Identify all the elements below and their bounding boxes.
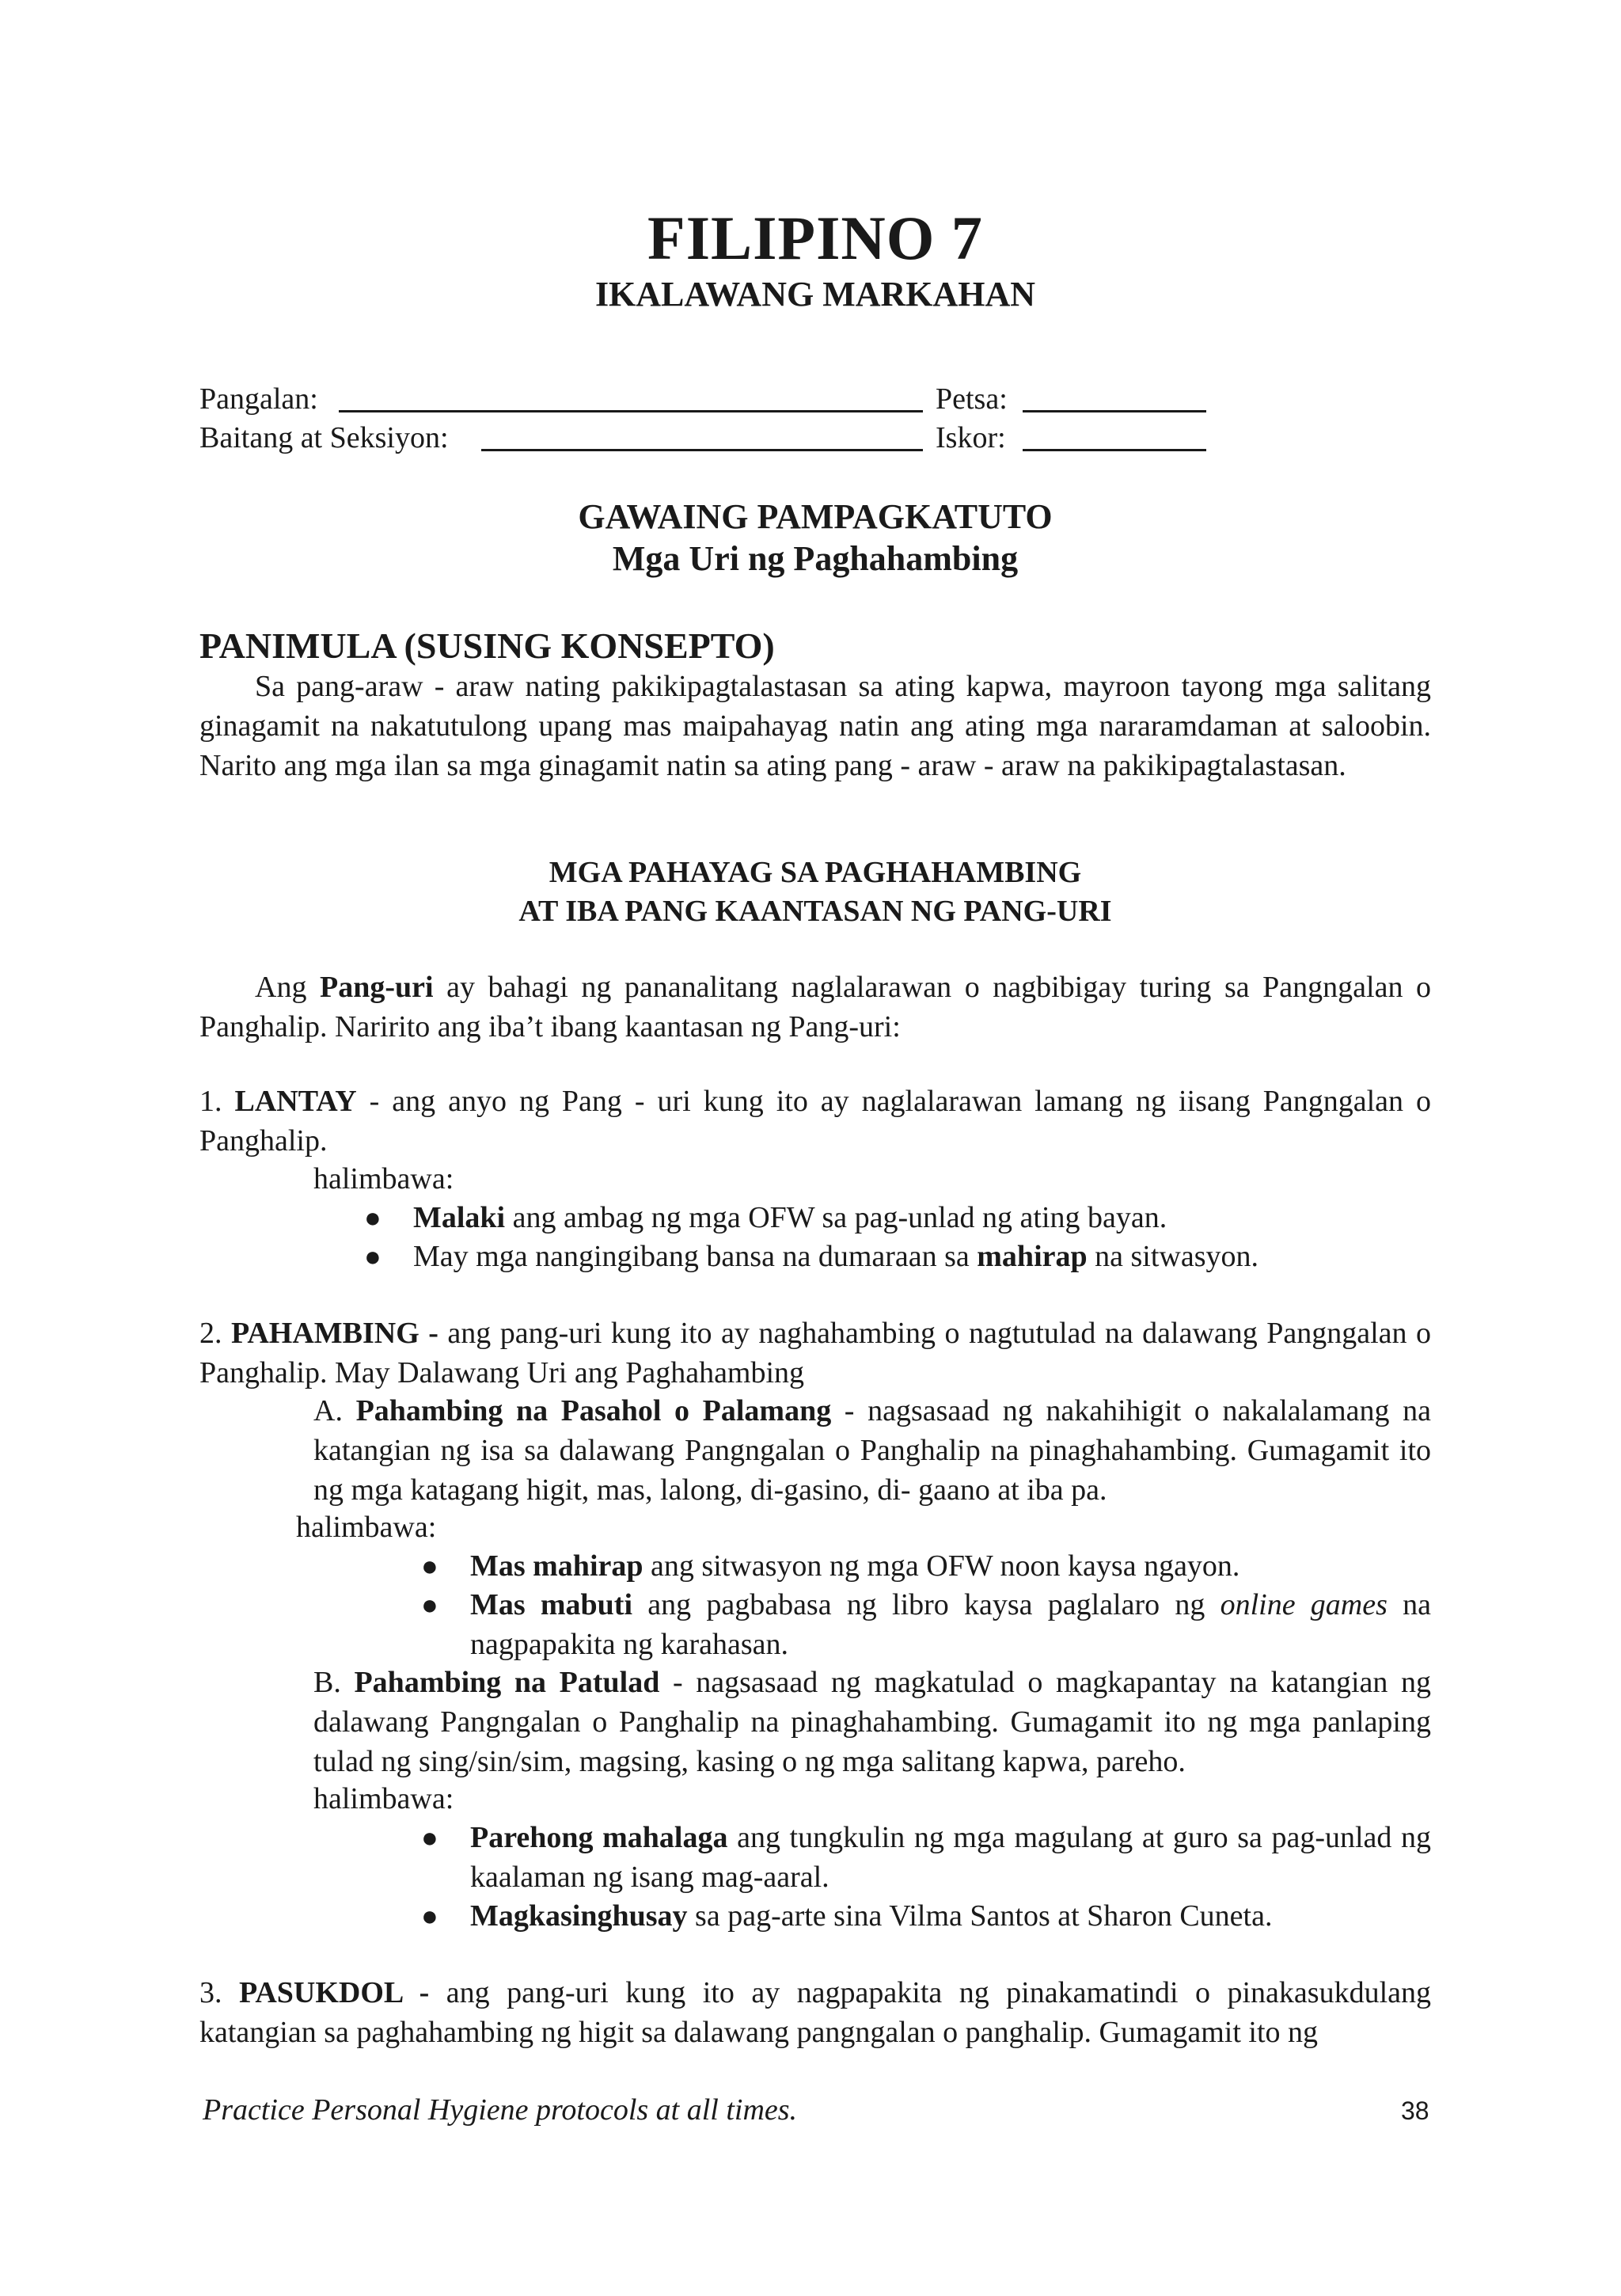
- bullet-icon: ●: [364, 1202, 382, 1234]
- pahambing-definition: [199, 1313, 1431, 1393]
- intro-paragraph: Sa pang-araw - araw nating pakikipagtalastasan sa ating kapwa, mayroon tayong mga salitang ginagamit na nakatutulong upang mas maipahayag natin ang ating mga nararamdaman at saloobin. Narito ang mga ilan sa mga ginagamit natin sa ating pang - araw - araw na pakikipagtalastasan.: [199, 670, 1431, 782]
- pang-uri-definition: [199, 967, 1431, 1047]
- lantay-definition: [199, 1081, 1431, 1161]
- patulad-term: Pahambing na Patulad: [354, 1666, 660, 1699]
- definition-prefix: Ang: [255, 971, 320, 1004]
- page-number: 38: [1401, 2096, 1429, 2125]
- bullet-icon: ●: [421, 1822, 438, 1853]
- lantay-term: LANTAY: [234, 1085, 357, 1118]
- patulad-definition: [313, 1663, 1431, 1781]
- form-row-grade-score: [199, 418, 1431, 458]
- patulad-example-label: halimbawa:: [313, 1782, 454, 1815]
- form-row-name-date: [199, 379, 1431, 419]
- example-bold: Malaki: [413, 1201, 506, 1234]
- pasahol-text: - nagsasaad ng nakahihigit o nakalalamang na katangian ng isa sa dalawang Pangngalan o Panghalip na pinaghahambing. Gumagamit ito ng mga katagang higit, mas, lalong, di-gasino, di- gaano at iba pa.: [313, 1394, 1431, 1507]
- pasahol-definition: [313, 1391, 1431, 1510]
- pahambing-number: 2.: [199, 1317, 231, 1350]
- example-italic: online games: [1220, 1588, 1388, 1621]
- activity-subtitle: Mga Uri ng Paghahambing: [612, 539, 1019, 578]
- lesson-heading-line1: MGA PAHAYAG SA PAGHAHAMBING: [549, 856, 1082, 889]
- intro-heading: PANIMULA (SUSING KONSEPTO): [199, 625, 775, 666]
- score-field[interactable]: [1023, 449, 1206, 451]
- lesson-heading-line2: AT IBA PANG KAANTASAN NG PANG-URI: [518, 895, 1112, 928]
- example-text: na sitwasyon.: [1087, 1240, 1259, 1273]
- lantay-example-label: halimbawa:: [313, 1162, 454, 1196]
- example-text: sa pag-arte sina Vilma Santos at Sharon Cuneta.: [687, 1899, 1273, 1933]
- score-label: Iskor:: [936, 421, 1006, 454]
- document-subtitle: IKALAWANG MARKAHAN: [594, 275, 1036, 314]
- bullet-icon: ●: [421, 1900, 438, 1932]
- lantay-example-1: [364, 1198, 1431, 1237]
- example-bold: Mas mahirap: [470, 1549, 643, 1583]
- example-text: ang sitwasyon ng mga OFW noon kaysa ngayon.: [643, 1549, 1240, 1583]
- name-label: Pangalan:: [199, 382, 318, 416]
- example-bold: mahirap: [977, 1240, 1088, 1273]
- lantay-text: - ang anyo ng Pang - uri kung ito ay naglalarawan lamang ng iisang Pangngalan o Panghalip.: [199, 1085, 1432, 1158]
- pahambing-text: ang pang-uri kung ito ay naghahambing o nagtutulad na dalawang Pangngalan o Panghalip. May Dalawang Uri ang Paghahambing: [199, 1317, 1431, 1389]
- pasukdol-number: 3.: [199, 1976, 239, 2009]
- example-text: na nagpapakita ng karahasan.: [470, 1588, 1431, 1661]
- grade-section-field[interactable]: [481, 449, 923, 451]
- pasahol-letter: A.: [313, 1394, 356, 1427]
- document-title: FILIPINO 7: [647, 203, 983, 272]
- bullet-icon: ●: [364, 1241, 382, 1272]
- patulad-example-1: [421, 1818, 1431, 1897]
- pasukdol-text: ang pang-uri kung ito ay nagpapakita ng pinakamatindi o pinakasukdulang katangian sa paghahambing ng higit sa dalawang pangngalan o panghalip. Gumagamit ito ng: [199, 1976, 1431, 2049]
- example-text: ang tungkulin ng mga magulang at guro sa pag-unlad ng kaalaman ng isang mag-aaral.: [470, 1821, 1431, 1894]
- patulad-letter: B.: [313, 1666, 355, 1699]
- activity-title: GAWAING PAMPAGKATUTO: [578, 497, 1053, 536]
- patulad-example-2: [421, 1896, 1431, 1936]
- date-label: Petsa:: [936, 382, 1008, 416]
- example-text: ang ambag ng mga OFW sa pag-unlad ng ating bayan.: [505, 1201, 1167, 1234]
- example-bold: Magkasinghusay: [470, 1899, 688, 1933]
- name-field[interactable]: [339, 410, 923, 412]
- definition-term: Pang-uri: [320, 971, 434, 1004]
- pasahol-example-label: halimbawa:: [296, 1511, 437, 1544]
- pahambing-term: PAHAMBING -: [230, 1317, 438, 1350]
- pasukdol-definition: [199, 1973, 1431, 2052]
- patulad-text: - nagsasaad ng magkatulad o magkapantay na katangian ng dalawang Pangngalan o Panghalip na pinaghahambing. Gumagamit ito ng mga panlaping tulad ng sing/sin/sim, magsing, kasing o ng mga salitang kapwa, pareho.: [313, 1666, 1431, 1778]
- definition-text: ay bahagi ng pananalitang naglalarawan o nagbibigay turing sa Pangngalan o Panghalip. Naririto ang iba’t ibang kaantasan ng Pang-uri:: [199, 971, 1431, 1043]
- lantay-number: 1.: [199, 1085, 235, 1118]
- pasahol-example-1: [421, 1546, 1431, 1586]
- bullet-icon: ●: [421, 1589, 438, 1621]
- pasukdol-term: PASUKDOL -: [238, 1976, 430, 2009]
- example-bold: Parehong mahalaga: [470, 1821, 728, 1854]
- lantay-example-2: [364, 1237, 1431, 1276]
- grade-section-label: Baitang at Seksiyon:: [199, 421, 449, 454]
- bullet-icon: ●: [421, 1550, 438, 1582]
- example-bold: Mas mabuti: [470, 1588, 633, 1621]
- example-text: ang pagbabasa ng libro kaysa paglalaro ng: [632, 1588, 1220, 1621]
- example-text: May mga nangingibang bansa na dumaraan sa: [413, 1240, 978, 1273]
- pasahol-example-2: [421, 1585, 1431, 1664]
- date-field[interactable]: [1023, 410, 1206, 412]
- footer-reminder: Practice Personal Hygiene protocols at all times.: [203, 2093, 798, 2127]
- pasahol-term: Pahambing na Pasahol o Palamang: [355, 1394, 832, 1427]
